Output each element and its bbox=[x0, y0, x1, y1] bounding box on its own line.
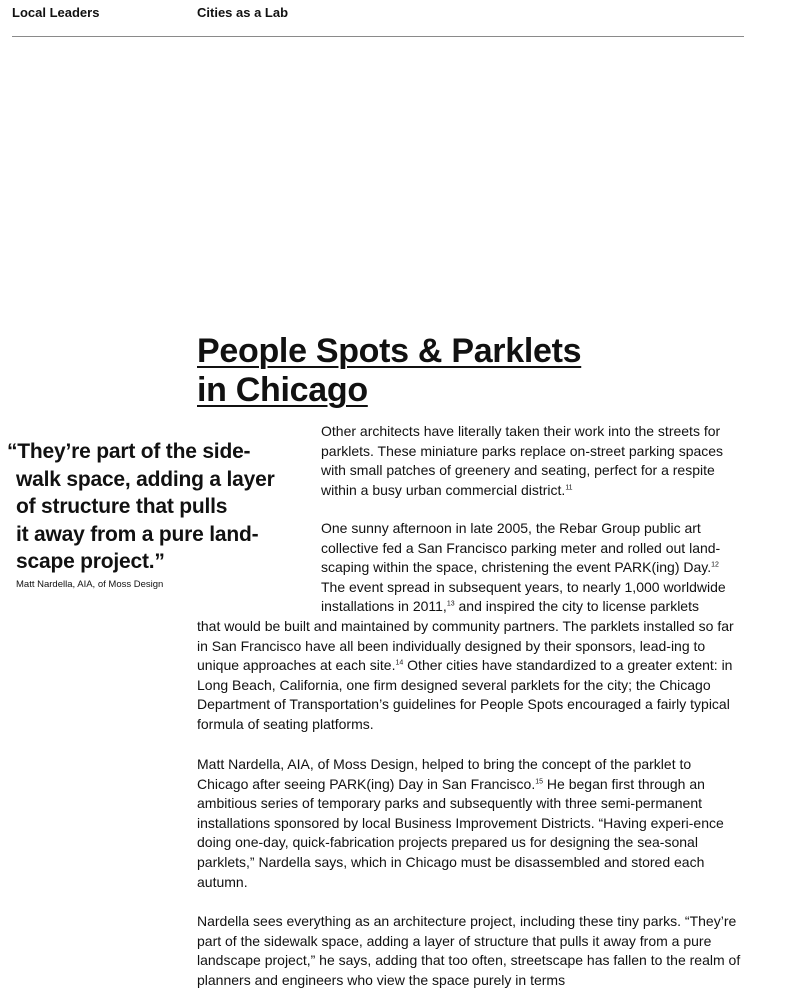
paragraph-nardella-chicago bbox=[197, 755, 746, 892]
pull-quote-line: walk space, adding a layer bbox=[16, 467, 275, 491]
paragraph-text: Other architects have literally taken their work into the streets for parklets. These miniature parks replace on-street parking spaces with small patches of greenery and seating, perfect for a respite within a busy urban commercial district. bbox=[321, 423, 724, 498]
paragraph-text: Nardella sees everything as an architecture project, including these tiny parks. “They’re part of the sidewalk space, adding a layer of structure that pulls it away from a pure landscape project,” he says, adding that too often, streetscape has fallen to the realm of planners and engineers who view the space purely in terms bbox=[197, 913, 741, 988]
footnote-ref: 12 bbox=[711, 561, 719, 569]
paragraph-text: and inspired the city to license parklets bbox=[454, 598, 699, 615]
footnote-ref: 15 bbox=[535, 777, 544, 785]
paragraph-parklets-intro bbox=[321, 422, 746, 500]
paragraph-architecture-project bbox=[197, 912, 746, 990]
running-header-section: Local Leaders bbox=[12, 5, 100, 20]
running-header-chapter: Cities as a Lab bbox=[197, 5, 289, 20]
footnote-ref: 14 bbox=[395, 659, 404, 667]
paragraph-text: One sunny afternoon in late 2005, the Rebar Group public art collective fed a San Francisco parking meter and rolled out land-scaping within the space, christening the event PARK(ing) Day. bbox=[321, 520, 721, 576]
article-title bbox=[197, 332, 581, 410]
paragraph-text: Other cities have standardized to a greater extent: in Long Beach, California, one firm designed several parklets for the city; the Chicago Department of Transportation’s guidelines for People Spots encouraged a fairly typical formula of seating platforms. bbox=[197, 657, 733, 732]
pull-quote bbox=[7, 438, 307, 591]
paragraph-text: He began first through an ambitious series of temporary parks and subsequently with three semi-permanent installations sponsored by local Business Improvement Districts. “Having experi-ence doing one-day, quick-fabrication projects prepared us for designing the sea-sonal parklets,” Nardella says, which in Chicago must be disassembled and stored each autumn. bbox=[197, 775, 724, 890]
header-divider bbox=[12, 36, 744, 37]
article-title-line-2: in Chicago bbox=[197, 371, 368, 409]
paragraph-text: Matt Nardella, AIA, of Moss Design, helped to bring the concept of the parklet to Chicago after seeing PARK(ing) Day in San Francisco. bbox=[197, 756, 692, 792]
pull-quote-line: scape project.” bbox=[16, 550, 165, 573]
paragraph-text: that would be built and maintained by community partners. The parklets installed so far in San Francisco have all been individually designed by their sponsors, lead-ing to unique approaches at each site. bbox=[197, 618, 734, 674]
footnote-ref: 13 bbox=[446, 600, 455, 608]
footnote-ref: 11 bbox=[565, 484, 573, 492]
article-title-line-1: People Spots & Parklets bbox=[197, 332, 582, 370]
pull-quote-attribution: Matt Nardella, AIA, of Moss Design bbox=[16, 578, 164, 590]
paragraph-text: The event spread in subsequent years, to nearly 1,000 worldwide installations in 2011, bbox=[321, 578, 726, 615]
pull-quote-line: “They’re part of the side- bbox=[7, 440, 251, 463]
paragraph-park-ing-day-continued bbox=[197, 617, 746, 735]
pull-quote-line: it away from a pure land- bbox=[16, 522, 259, 546]
pull-quote-line: of structure that pulls bbox=[16, 495, 228, 518]
pull-quote-text bbox=[7, 438, 307, 576]
paragraph-park-ing-day bbox=[321, 519, 746, 617]
